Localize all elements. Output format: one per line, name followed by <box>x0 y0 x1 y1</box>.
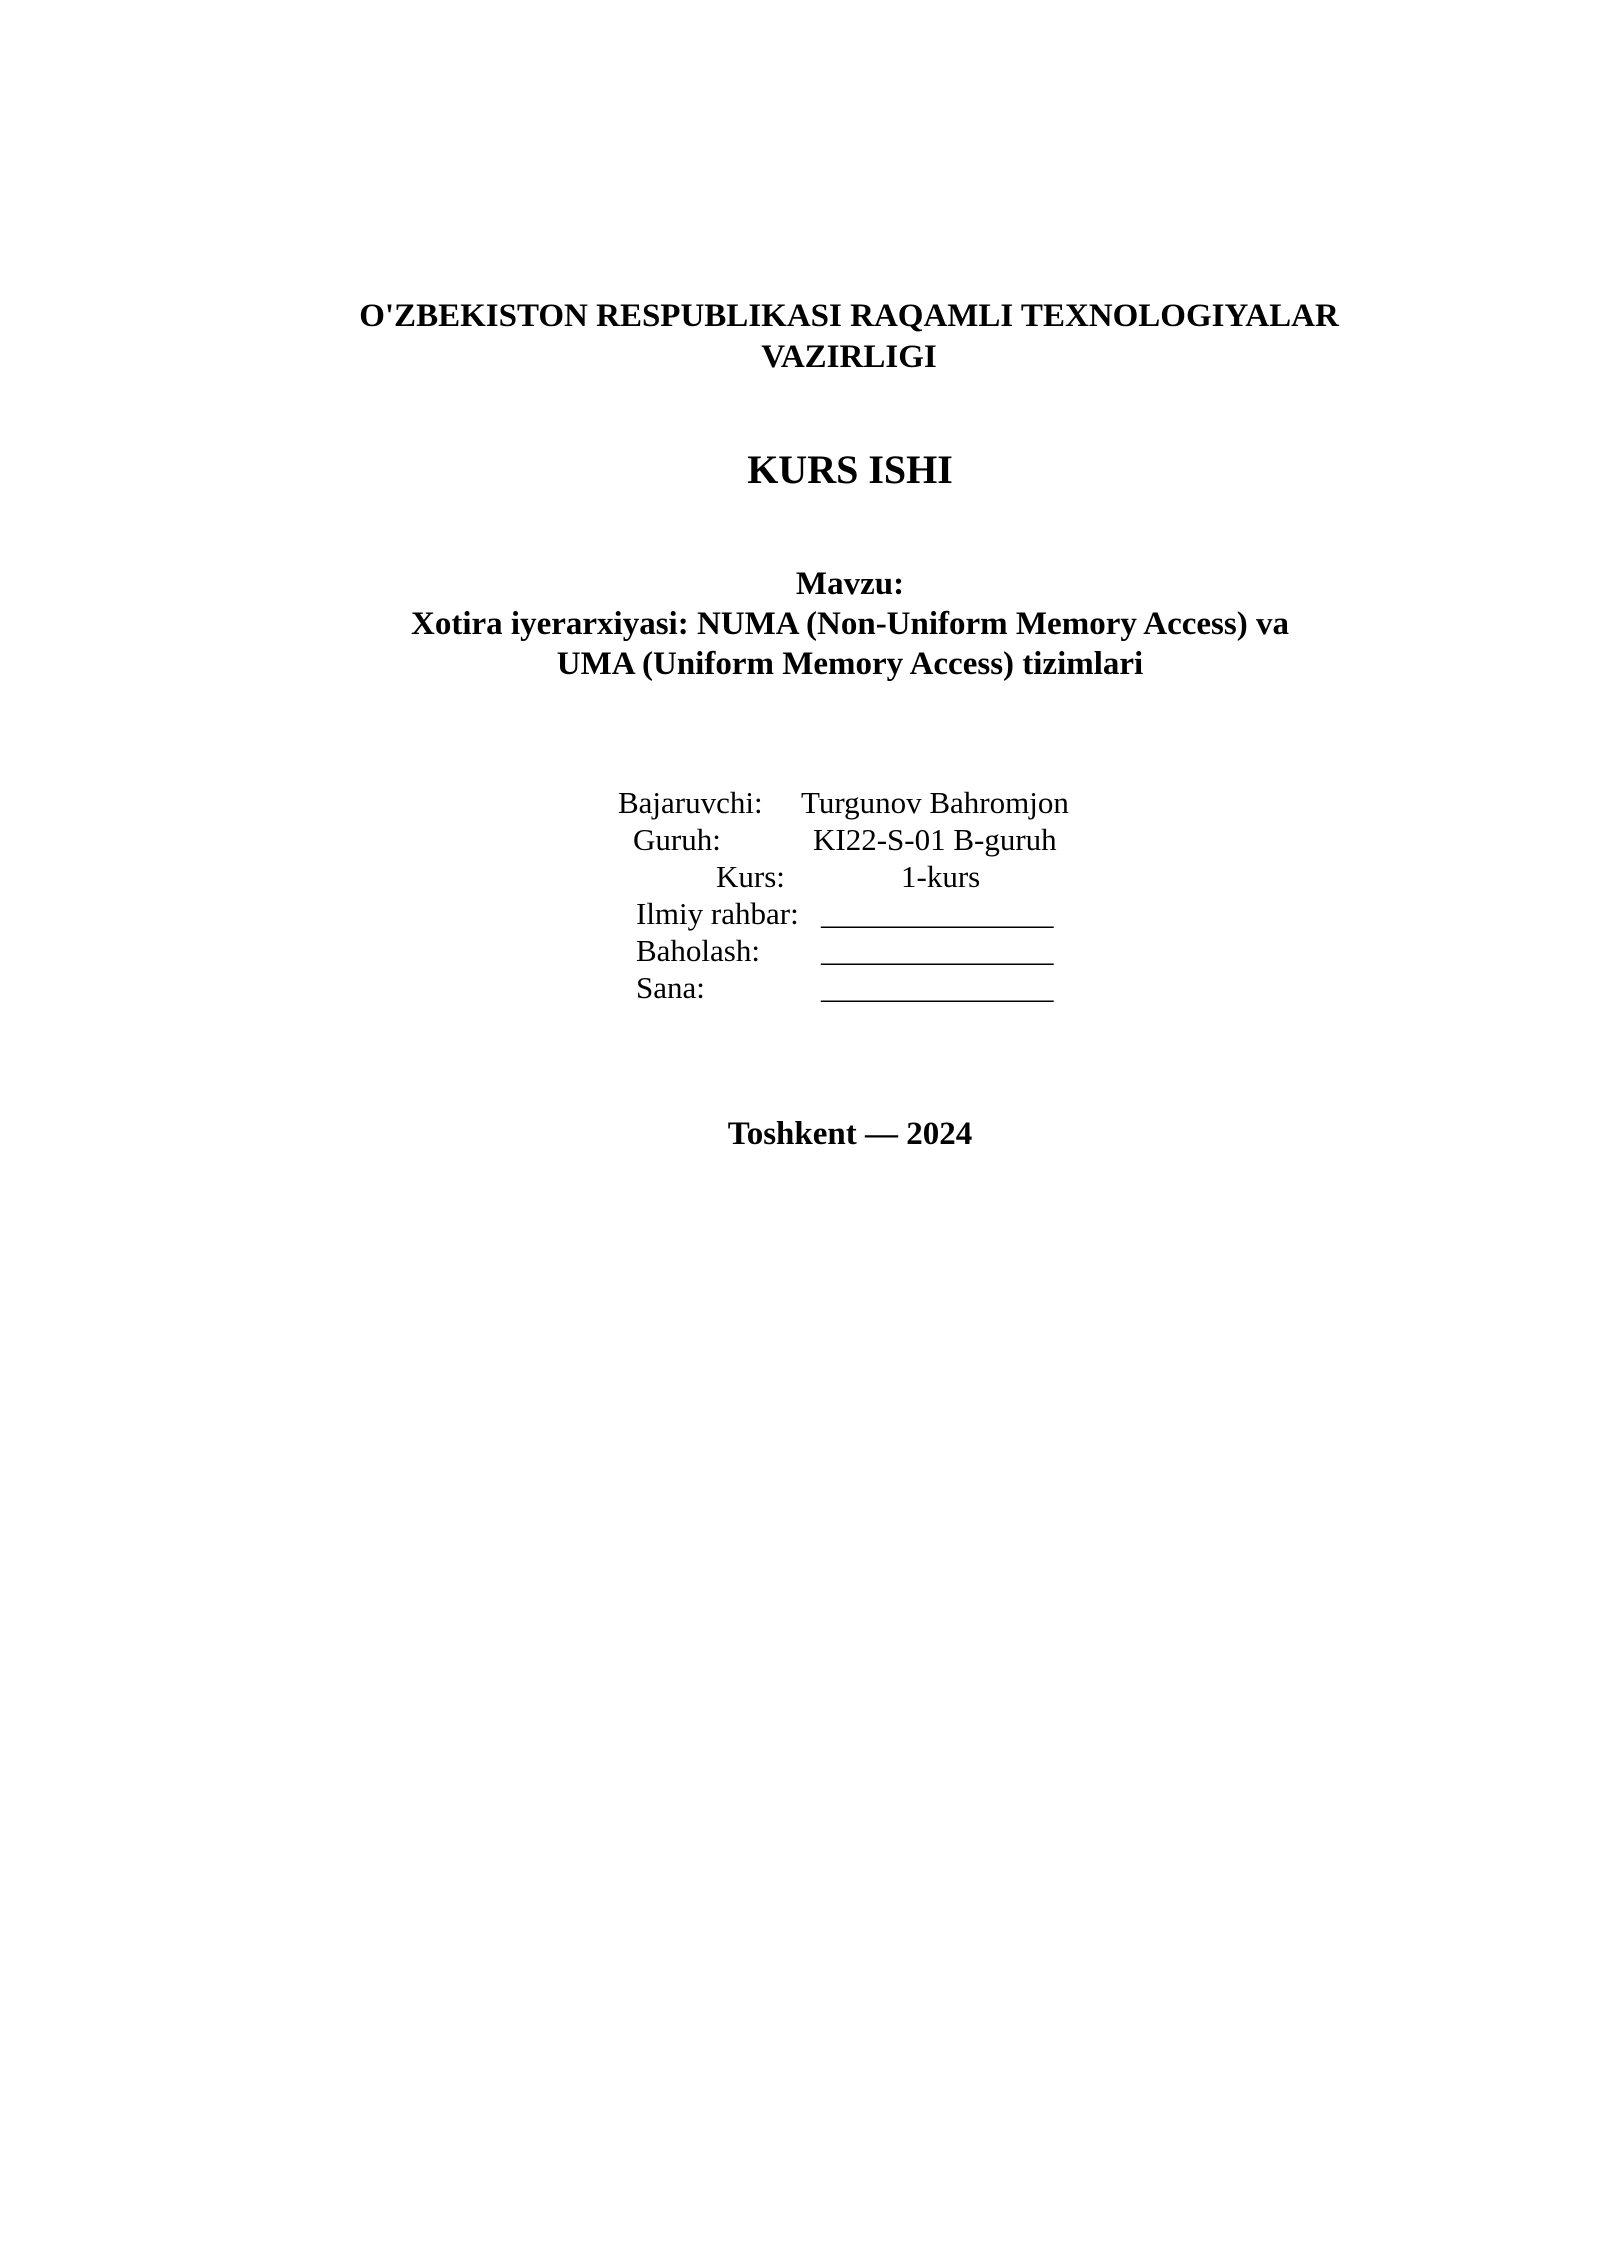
info-row-supervisor <box>0 895 1600 932</box>
course-value: 1-kurs <box>901 859 981 894</box>
topic-block <box>0 564 1600 684</box>
date-label: Sana: <box>636 970 705 1005</box>
date-blank: _______________ <box>821 970 1054 1005</box>
ministry-line-1: O'ZBEKISTON RESPUBLIKASI RAQAMLI TEXNOLOGIYALAR <box>359 298 1339 334</box>
group-label: Guruh: <box>633 822 721 857</box>
ministry-line-2: VAZIRLIGI <box>761 339 937 375</box>
performer-value: Turgunov Bahromjon <box>801 785 1069 820</box>
performer-label: Bajaruvchi: <box>618 785 763 820</box>
info-block <box>0 784 1600 1006</box>
info-row-grade <box>0 932 1600 969</box>
grade-blank: _______________ <box>821 933 1054 968</box>
supervisor-label: Ilmiy rahbar: <box>636 896 799 931</box>
ministry-header <box>0 296 1600 378</box>
info-row-date <box>0 969 1600 1006</box>
info-row-course <box>0 858 1600 895</box>
group-value: KI22-S-01 B-guruh <box>813 822 1057 857</box>
topic-line-2: UMA (Uniform Memory Access) tizimlari <box>556 646 1144 682</box>
info-row-performer <box>0 784 1600 821</box>
supervisor-blank: _______________ <box>821 896 1054 931</box>
topic-label: Mavzu: <box>795 566 905 602</box>
document-title: KURS ISHI <box>747 447 953 492</box>
grade-label: Baholash: <box>636 933 760 968</box>
place-year: Toshkent — 2024 <box>727 1116 973 1152</box>
course-label: Kurs: <box>716 859 785 894</box>
info-row-group <box>0 821 1600 858</box>
topic-line-1: Xotira iyerarxiyasi: NUMA (Non-Uniform Memory Access) va <box>411 606 1289 642</box>
